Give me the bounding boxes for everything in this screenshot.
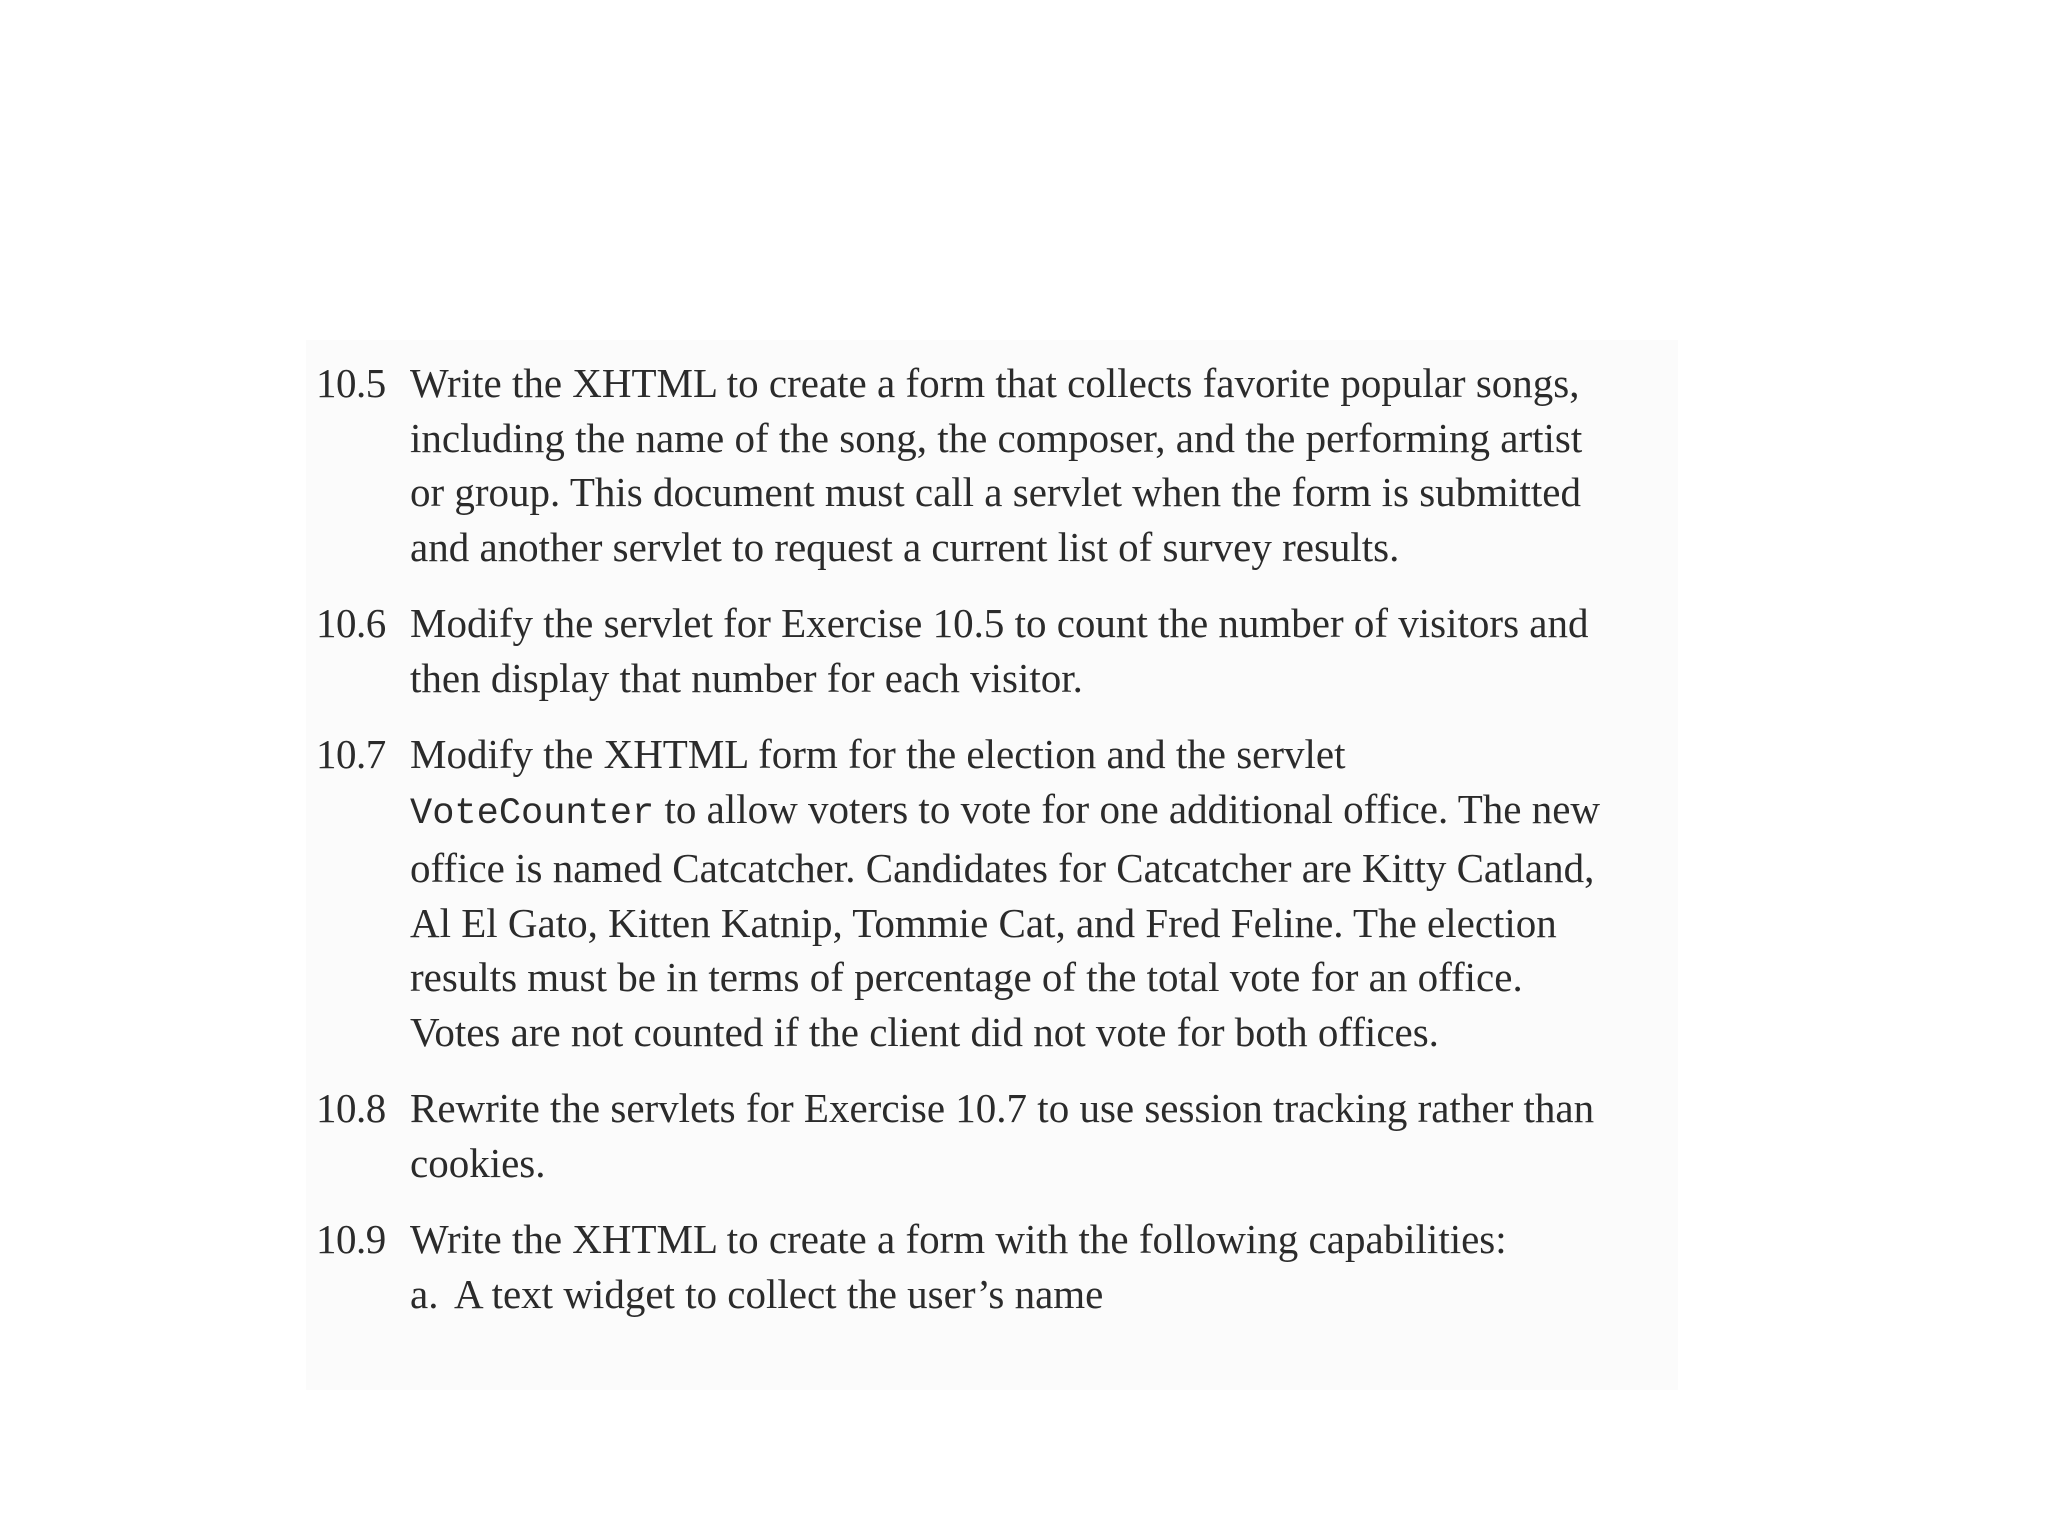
sub-item-label: a. [410,1270,439,1317]
exercise-10-5 [316,356,1656,574]
exercise-10-6 [316,596,1656,705]
exercise-text [410,596,1656,705]
exercise-line: and another servlet to request a current list of survey results. [410,523,1400,570]
exercise-line: Al El Gato, Kitten Katnip, Tommie Cat, and Fred Feline. The election [410,899,1557,946]
exercise-line: Write the XHTML to create a form that collects favorite popular songs, [410,360,1580,406]
exercise-text [410,1212,1656,1321]
exercise-line: then display that number for each visitor. [410,654,1083,701]
exercise-list [316,356,1656,1343]
exercise-line: Modify the XHTML form for the election and the servlet [410,731,1346,777]
exercise-text [410,356,1656,574]
sub-item-text: A text widget to collect the user’s name [454,1270,1104,1317]
sub-item [410,1267,1656,1322]
exercise-number: 10.8 [316,1085,386,1131]
exercise-text [410,727,1656,1059]
exercise-line-text: to allow voters to vote for one additional office. The new [664,785,1601,832]
exercise-number: 10.6 [316,600,386,646]
exercise-line: Write the XHTML to create a form with the following capabilities: [410,1216,1507,1262]
exercise-line: including the name of the song, the composer, and the performing artist [410,414,1583,461]
exercise-10-8 [316,1081,1656,1190]
exercise-line: Votes are not counted if the client did not vote for both offices. [410,1008,1439,1055]
exercise-10-9 [316,1212,1656,1321]
exercise-number: 10.7 [316,731,386,777]
exercise-line: Rewrite the servlets for Exercise 10.7 to use session tracking rather than [410,1085,1595,1131]
exercise-line: Modify the servlet for Exercise 10.5 to count the number of visitors and [410,600,1589,646]
exercise-number: 10.5 [316,360,386,406]
exercise-10-7 [316,727,1656,1059]
exercise-line: or group. This document must call a servlet when the form is submitted [410,469,1581,515]
code-term: VoteCounter [410,792,655,835]
exercise-number: 10.9 [316,1216,386,1262]
exercise-line: office is named Catcatcher. Candidates for Catcatcher are Kitty Catland, [410,845,1595,891]
exercise-line [410,782,1656,842]
exercise-line: cookies. [410,1139,546,1186]
exercise-text [410,1081,1656,1190]
exercise-line: results must be in terms of percentage of the total vote for an office. [410,954,1523,1000]
